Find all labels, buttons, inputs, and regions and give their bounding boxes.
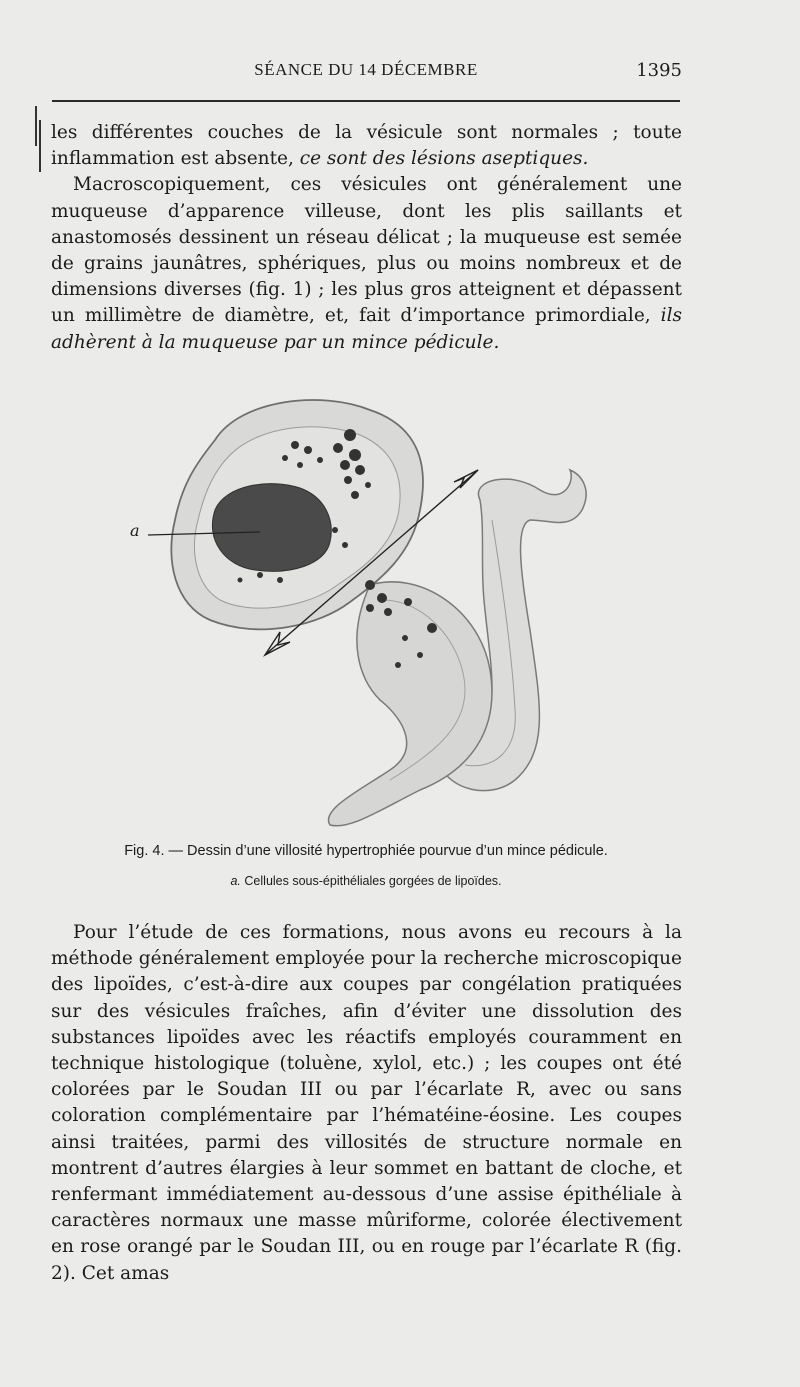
- page-number: 1395: [636, 60, 682, 81]
- figure-caption-text: — Dessin d’une villosité hypertrophiée pourvue d’un mince pédicule.: [168, 843, 608, 859]
- figure-subcaption-text: Cellules sous-épithéliales gorgées de lipoïdes.: [244, 874, 502, 888]
- margin-mark-2: [39, 120, 41, 172]
- margin-mark: [35, 106, 37, 146]
- paragraph-1: [51, 120, 682, 172]
- figure-villosity-drawing: [120, 370, 620, 835]
- top-text-block: [51, 120, 682, 356]
- lipoid-cell-mass: [212, 484, 331, 572]
- paragraph-2-italic: ils adhèrent à la muqueuse par un mince pédicule.: [51, 305, 682, 353]
- figure-caption-number: Fig. 4.: [124, 843, 165, 859]
- paragraph-2-text: Macroscopiquement, ces vésicules ont généralement une muqueuse d’apparence villeuse, dont les plis saillants et anastomosés dessinent un réseau délicat ; la muqueuse est semée de grains jaunâtres, sphériques, plus ou moins nombreux et de dimensions diverses (fig. 1) ; les plus gros atteignent et dépassent un millimètre de diamètre, et, fait d’importance primordiale,: [51, 174, 682, 327]
- paragraph-2: [51, 172, 682, 355]
- figure-caption: [48, 843, 684, 859]
- paragraph-1-italic: ce sont des lésions aseptiques.: [299, 148, 589, 170]
- pedicle-outline: [328, 582, 491, 826]
- header-rule: [52, 100, 680, 102]
- page-header: [50, 60, 682, 88]
- bottom-text-block: [51, 920, 682, 1287]
- axis-arrow-head-top: [454, 470, 478, 488]
- figure-subcaption-letter: a.: [230, 874, 241, 888]
- figure-label-a: a: [130, 521, 140, 540]
- running-title: SÉANCE DU 14 DÉCEMBRE: [254, 60, 478, 79]
- paragraph-1-text: les différentes couches de la vésicule sont normales ; toute inflammation est absente,: [51, 122, 682, 170]
- paragraph-3: Pour l’étude de ces formations, nous avons eu recours à la méthode généralement employée pour la recherche microscopique des lipoïdes, c’est-à-dire aux coupes par congélation pratiquées sur des vésicules fraîches, afin d’éviter une dissolution des substances lipoïdes avec les réactifs employés couramment en technique histologique (toluène, xylol, etc.) ; les coupes ont été colorées par le Soudan III ou par l’écarlate R, avec ou sans coloration complémentaire par l’hématéine-éosine. Les coupes ainsi traitées, parmi des villosités de structure normale en montrent d’autres élargies à leur sommet en battant de cloche, et renfermant immédiatement au-dessous d’une assise épithéliale à caractères normaux une masse mûriforme, colorée électivement en rose orangé par le Soudan III, ou en rouge par l’écarlate R (fig. 2). Cet amas: [51, 922, 682, 1284]
- figure-subcaption: [48, 874, 684, 888]
